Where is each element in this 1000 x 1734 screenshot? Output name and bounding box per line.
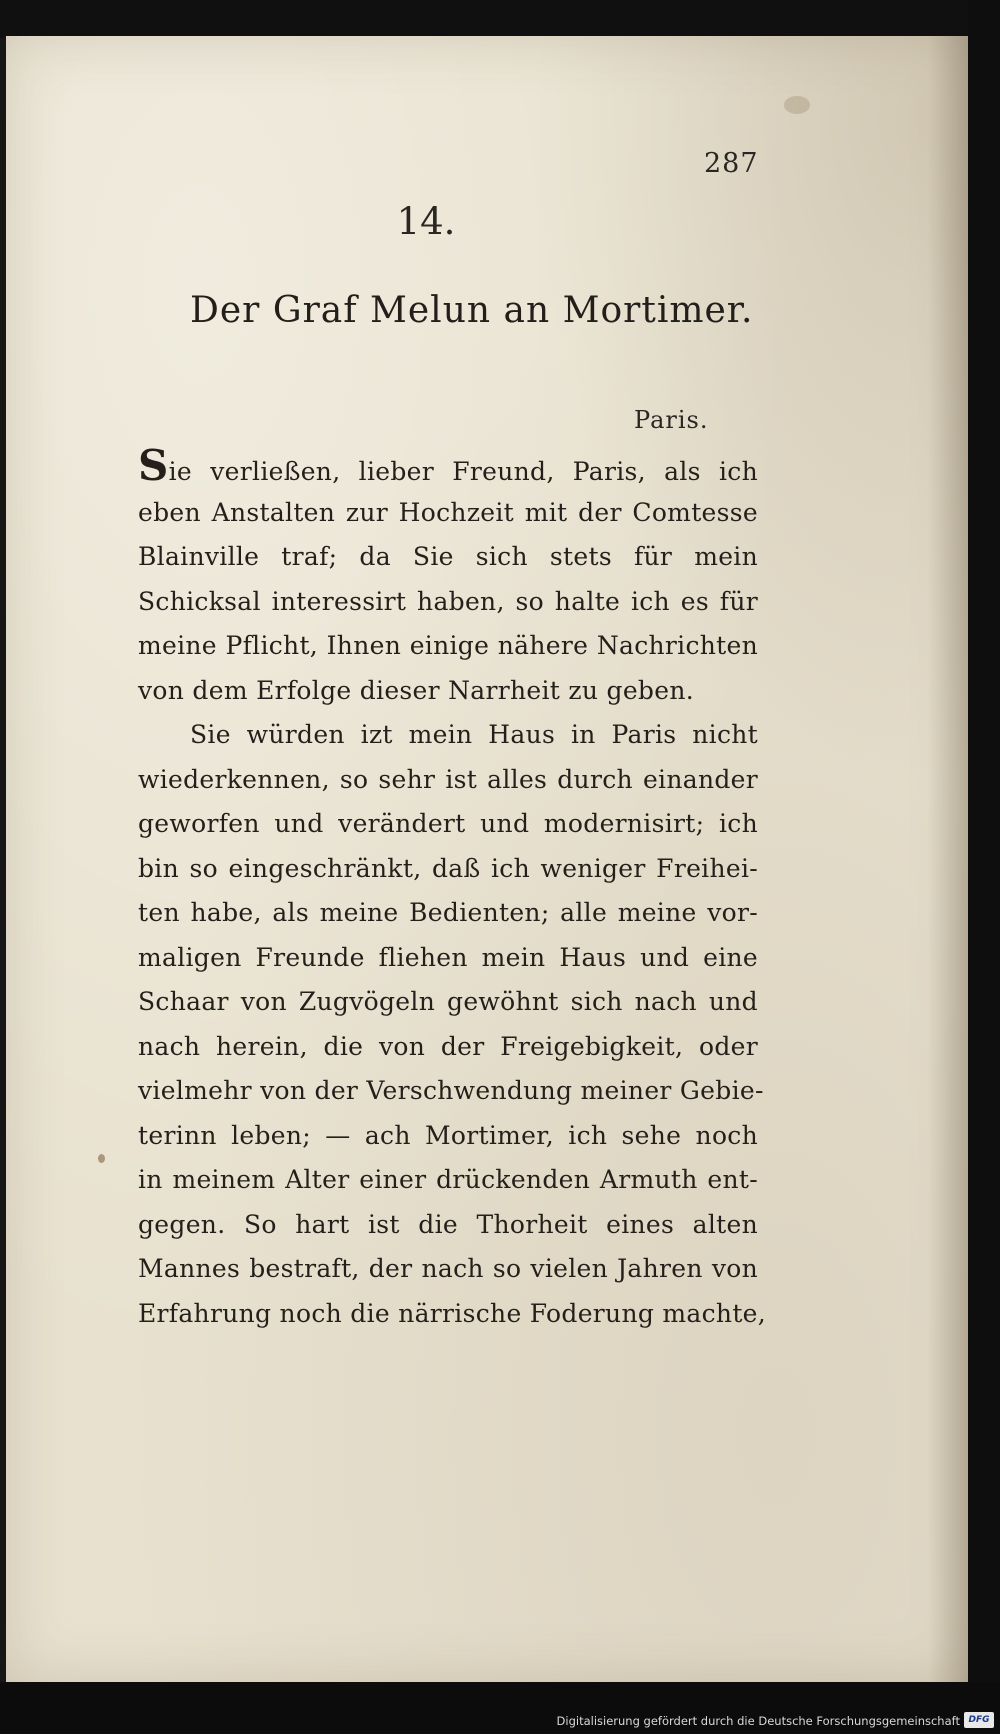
text-line: bin so eingeschränkt, daß ich weniger Freihei- bbox=[138, 853, 758, 883]
text-line: nach herein, die von der Freigebigkeit, oder bbox=[138, 1031, 758, 1061]
text-line: maligen Freunde fliehen mein Haus und eine bbox=[138, 942, 758, 972]
text-line: in meinem Alter einer drückenden Armuth ent- bbox=[138, 1165, 758, 1194]
text-line: terinn leben; — ach Mortimer, ich sehe noch bbox=[138, 1120, 758, 1150]
text-line: ten habe, als meine Bedienten; alle meine vor- bbox=[138, 898, 758, 927]
text-line-content: ie verließen, lieber Freund, Paris, als ich bbox=[168, 457, 758, 486]
text-line: Sie würden izt mein Haus in Paris nicht bbox=[190, 720, 758, 749]
scan-right-border bbox=[968, 0, 1000, 1734]
letter-body bbox=[138, 441, 767, 1336]
text-line bbox=[138, 441, 758, 491]
drop-cap: S bbox=[138, 441, 169, 490]
text-line: meine Pflicht, Ihnen einige nähere Nachrichten bbox=[138, 631, 758, 660]
text-line: gegen. So hart ist die Thorheit eines alten bbox=[138, 1209, 758, 1239]
letter-number: 14. bbox=[396, 200, 456, 243]
text-line: Schicksal interessirt haben, so halte ich es für bbox=[138, 586, 758, 616]
text-line: von dem Erfolge dieser Narrheit zu geben. bbox=[138, 675, 694, 705]
funding-credit: Digitalisierung gefördert durch die Deutsche Forschungsgemeinschaft bbox=[556, 1714, 960, 1728]
scan-footer bbox=[0, 1682, 1000, 1734]
text-line: Schaar von Zugvögeln gewöhnt sich nach und bbox=[138, 987, 758, 1016]
page-gutter-shadow bbox=[928, 36, 968, 1682]
scan-top-border bbox=[0, 0, 1000, 38]
text-line: Erfahrung noch die närrische Foderung machte, bbox=[138, 1298, 767, 1328]
text-line: eben Anstalten zur Hochzeit mit der Comtesse bbox=[138, 497, 758, 527]
foxing-spot bbox=[784, 96, 810, 114]
text-line: vielmehr von der Verschwendung meiner Gebie- bbox=[138, 1076, 764, 1105]
letter-place: Paris. bbox=[634, 406, 709, 434]
page-number: 287 bbox=[704, 148, 759, 179]
text-line: geworfen und verändert und modernisirt; ich bbox=[138, 809, 758, 838]
text-line: wiederkennen, so sehr ist alles durch einander bbox=[138, 764, 758, 794]
text-line: Blainville traf; da Sie sich stets für mein bbox=[138, 542, 758, 571]
text-line: Mannes bestraft, der nach so vielen Jahren von bbox=[138, 1254, 758, 1283]
foxing-spot bbox=[98, 1154, 105, 1163]
dfg-logo: DFG bbox=[964, 1712, 994, 1728]
letter-heading: Der Graf Melun an Mortimer. bbox=[190, 290, 754, 331]
